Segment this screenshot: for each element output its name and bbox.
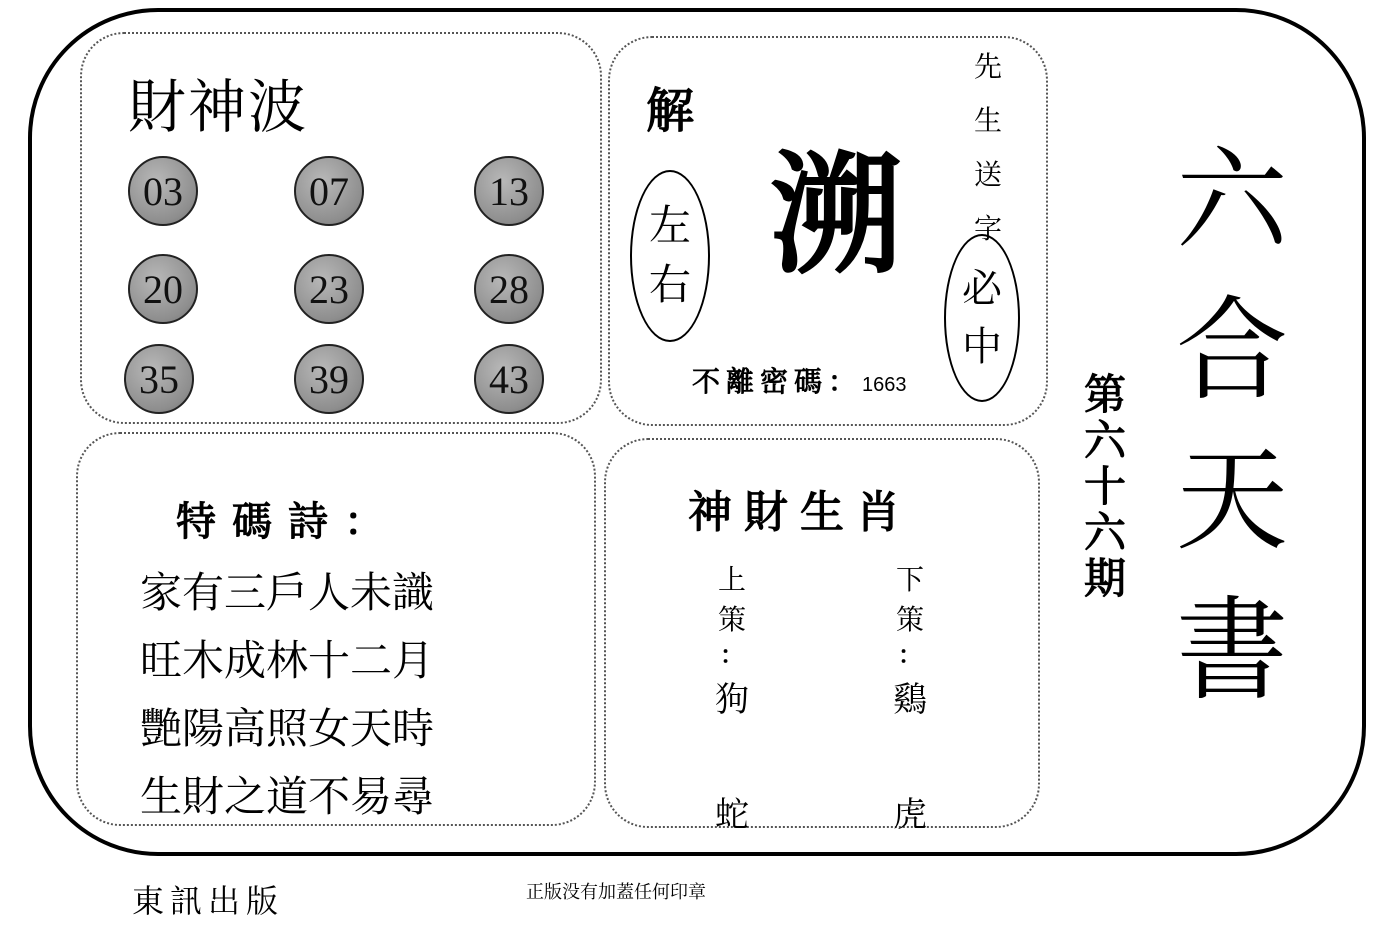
- book-title: [1172, 126, 1292, 726]
- issue-number: [1082, 372, 1128, 602]
- vertical-char: 送: [973, 158, 1002, 191]
- issue-char: 十: [1083, 462, 1126, 511]
- number-ball: 35: [124, 344, 194, 414]
- number-ball: 23: [294, 254, 364, 324]
- oval-char: 左: [648, 201, 691, 251]
- zodiac-animal: 虎: [893, 795, 927, 835]
- vertical-char: 先: [973, 50, 1002, 83]
- zodiac-title: 神財生肖: [688, 487, 912, 538]
- poem-title: 特碼詩：: [176, 498, 400, 545]
- oval-char: 必: [962, 266, 1002, 312]
- number-ball: 43: [474, 344, 544, 414]
- lower-strategy: [880, 560, 940, 836]
- poem-line: 旺木成林十二月: [140, 636, 435, 685]
- strategy-colon: ：: [898, 640, 922, 669]
- strategy-label: 下: [895, 563, 924, 596]
- riddle-label: 解: [646, 83, 695, 139]
- vertical-char: 生: [973, 104, 1002, 137]
- number-ball: 07: [294, 156, 364, 226]
- title-char: 天: [1176, 436, 1288, 566]
- vertical-text: [970, 40, 1006, 256]
- title-char: 書: [1176, 586, 1288, 716]
- poem-line: 家有三戶人未識: [140, 568, 435, 617]
- publisher: 東訊出版: [132, 882, 285, 920]
- title-char: 合: [1176, 286, 1288, 416]
- upper-strategy: [702, 560, 762, 836]
- zodiac-animal: 狗: [715, 680, 749, 720]
- oval-char: 右: [648, 260, 691, 309]
- wave-title: 財神波: [128, 73, 309, 141]
- code-value: 1663: [862, 374, 907, 396]
- title-char: 六: [1176, 136, 1288, 266]
- issue-char: 六: [1083, 508, 1126, 557]
- oval-char: 中: [962, 324, 1002, 370]
- secret-code: [692, 360, 907, 400]
- strategy-label: 上: [717, 563, 746, 596]
- left-oval: [630, 170, 710, 342]
- strategy-label: 策: [717, 603, 746, 636]
- zodiac-animal: 鷄: [893, 680, 927, 720]
- strategy-label: 策: [895, 603, 924, 636]
- zodiac-animal: 蛇: [715, 795, 749, 835]
- vertical-char: 字: [973, 212, 1002, 245]
- number-ball: 03: [128, 156, 198, 226]
- poem-line: 艷陽高照女天時: [140, 704, 435, 753]
- number-ball: 39: [294, 344, 364, 414]
- issue-char: 六: [1083, 416, 1126, 465]
- authenticity-notice: 正版没有加蓋任何印章: [526, 882, 706, 903]
- strategy-colon: ：: [720, 640, 744, 669]
- poem-line: 生財之道不易尋: [140, 772, 435, 821]
- issue-char: 第: [1083, 370, 1126, 419]
- riddle-main-char: 溯: [770, 139, 902, 293]
- code-label: 不離密碼：: [692, 365, 863, 398]
- number-ball: 20: [128, 254, 198, 324]
- number-ball: 28: [474, 254, 544, 324]
- issue-char: 期: [1083, 554, 1126, 603]
- number-ball: 13: [474, 156, 544, 226]
- right-oval: [944, 234, 1020, 402]
